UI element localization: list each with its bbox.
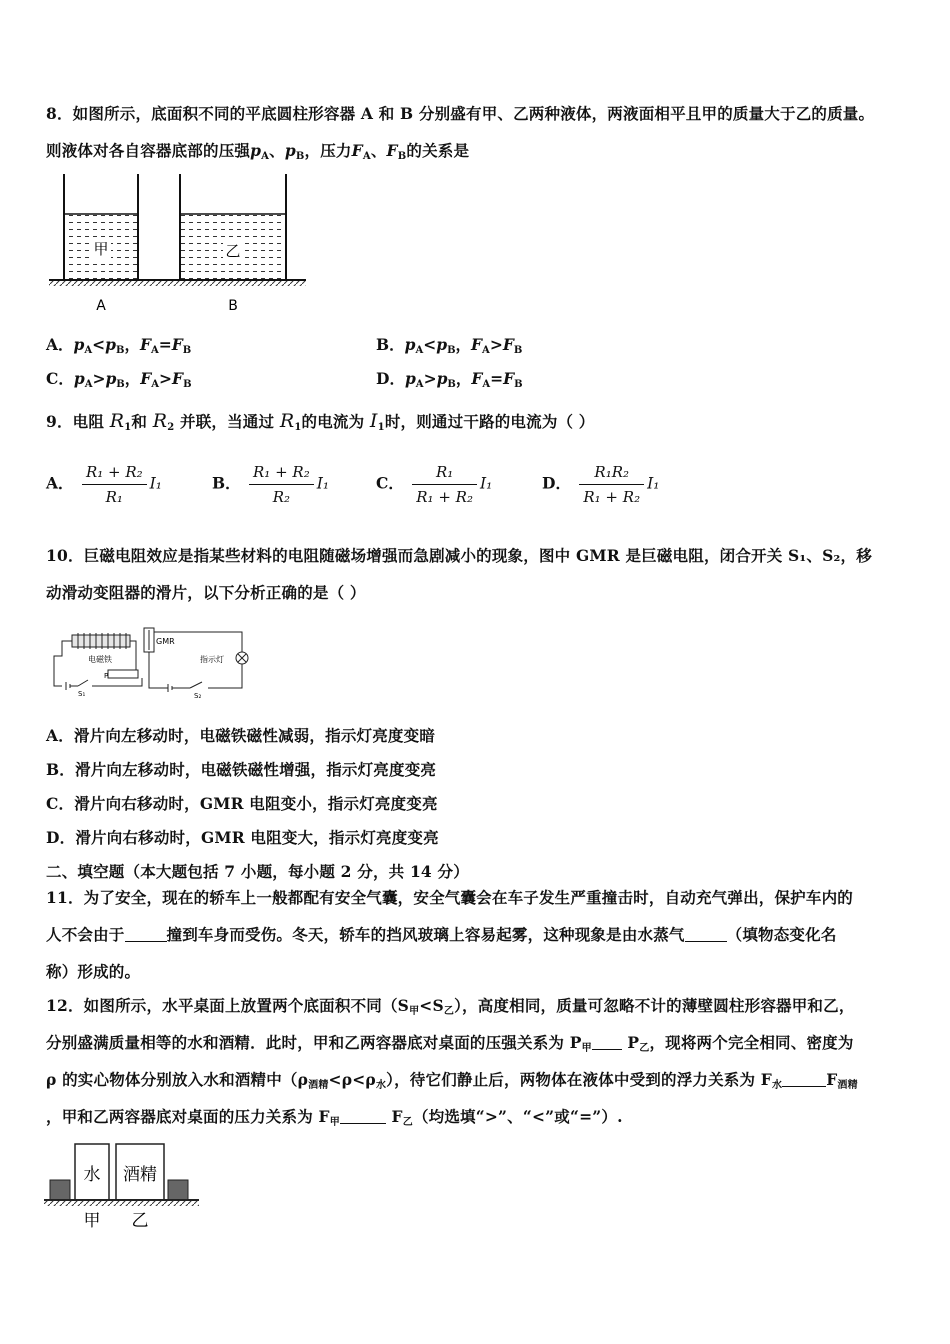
q8-oa-sb: B (115, 345, 125, 356)
q8-ob-sb: B (447, 345, 456, 356)
q8-oa-f2: F (171, 335, 183, 354)
q8-option-b[interactable] (376, 333, 522, 356)
q9-i1-sub: 1 (377, 422, 385, 433)
q8-oa-p2: p (105, 335, 116, 354)
q10-circuit-figure (52, 622, 258, 700)
q12-l4-c: （均选填“>”、“<”或“=”）. (412, 1107, 623, 1126)
q8-oc-sb2: B (183, 379, 192, 390)
q12-l2-a: 分别盛满质量相等的水和酒精．此时，甲和乙两容器底对桌面的压强关系为 P (46, 1033, 582, 1052)
q12-l1-sub-jia: 甲 (409, 1006, 420, 1017)
q11-line2-b: 撞到车身而受伤。冬天，轿车的挡风玻璃上容易起雾，这种现象是由水蒸气 (166, 925, 685, 944)
rheostat (108, 670, 138, 678)
q8-ob-rel2: > (489, 335, 503, 354)
q12-l3-a: ρ 的实心物体分别放入水和酒精中（ρ (46, 1070, 309, 1089)
q8-option-d-letter: D． (376, 369, 405, 388)
q8-oc-f: F (140, 369, 152, 388)
q8-oc-sa2: A (151, 379, 160, 390)
q8-ob-f2: F (502, 335, 514, 354)
q10-label-p: P (104, 672, 109, 680)
q9-stem (46, 410, 595, 433)
q8-oa-f: F (139, 335, 151, 354)
q8-sub-a: A (261, 151, 270, 162)
q9-a-tail: I₁ (149, 474, 162, 493)
q9-pre: 9．电阻 (46, 412, 105, 431)
q8-ob-p2: p (436, 335, 448, 354)
q12-label-jia: 甲 (83, 1211, 101, 1231)
q8-p: p (250, 141, 262, 160)
q8-option-c[interactable] (46, 367, 192, 390)
q10-label-gmr: GMR (156, 637, 175, 646)
q12-l1-sub-yi: 乙 (443, 1006, 455, 1017)
q8-od-sa: A (415, 379, 424, 390)
q12-blank-2[interactable] (782, 1072, 826, 1087)
q12-l1-lt: <S (419, 996, 444, 1015)
q9-r2: R (152, 410, 168, 432)
q9-option-b-letter: B． (212, 473, 241, 493)
q9-c-num: R₁ (412, 460, 477, 485)
q8-oc-p2: p (105, 369, 117, 388)
q8-option-a[interactable] (46, 333, 191, 356)
q12-l4-a: ，甲和乙两容器底对桌面的压力关系为 F (46, 1107, 330, 1126)
q9-r2-sub: 2 (167, 422, 175, 433)
q8-oc-sep: ， (124, 369, 141, 388)
q8-f: F (351, 141, 363, 160)
q10-option-b[interactable]: B．滑片向左移动时，电磁铁磁性增强，指示灯亮度变亮 (46, 760, 437, 779)
q11-line3: 称）形成的。 (46, 962, 141, 981)
q9-post: 时，则通过干路的电流为（ ） (384, 412, 595, 431)
q8-od-rel2: = (490, 369, 504, 388)
q8-oa-p: p (73, 335, 85, 354)
q8-line2-pre: 则液体对各自容器底部的压强 (46, 141, 251, 160)
q9-b-tail: I₁ (316, 474, 330, 493)
q8-f2: F (386, 141, 398, 160)
q12-label-water: 水 (83, 1165, 101, 1185)
q9-r1b: R (279, 410, 295, 432)
q8-ob-p: p (404, 335, 416, 354)
q9-mid2: 的电流为 (301, 412, 365, 431)
q10-option-d[interactable]: D．滑片向右移动时，GMR 电阻变大，指示灯亮度变亮 (46, 828, 439, 847)
q9-b-num: R₁ + R₂ (249, 460, 314, 485)
q9-option-d-letter: D． (542, 473, 571, 493)
q8-od-sep: ， (455, 369, 472, 388)
electromagnet-core (72, 635, 130, 647)
q12-containers-figure (44, 1138, 204, 1233)
q9-option-b-fraction (249, 460, 314, 509)
q9-option-a-fraction (82, 460, 147, 509)
q8-ob-sb2: B (513, 345, 523, 356)
q12-l3-b: <ρ<ρ (328, 1070, 376, 1089)
q8-oa-rel1: < (92, 335, 106, 354)
q8-oa-sa2: A (150, 345, 159, 356)
q9-i1: I (369, 410, 378, 432)
q8-oc-sb: B (116, 379, 125, 390)
q12-l3-d: F (826, 1070, 838, 1089)
q12-l1-b: ），高度相同，质量可忽略不计的薄壁圆柱形容器甲和乙， (454, 996, 855, 1015)
q11-line2 (46, 923, 837, 945)
q8-option-a-letter: A． (46, 335, 74, 354)
q8-oc-p: p (73, 369, 85, 388)
q8-ob-sa2: A (482, 345, 490, 356)
q8-od-f2: F (503, 369, 515, 388)
q8-p2: p (284, 141, 296, 160)
q8-od-p2: p (436, 369, 448, 388)
q12-l3-sub-alc2: 酒精 (837, 1080, 858, 1091)
q12-l3-sub-water: 水 (375, 1080, 387, 1091)
q8-od-f: F (471, 369, 483, 388)
q11-blank-1[interactable] (125, 927, 167, 942)
q8-ob-rel1: < (423, 335, 437, 354)
q9-option-c[interactable] (376, 460, 492, 509)
q12-block-right (168, 1180, 188, 1200)
q8-ob-sa: A (415, 345, 424, 356)
q8-oa-rel2: = (158, 335, 172, 354)
q9-option-a[interactable] (46, 460, 162, 509)
q12-l4-b: F (391, 1107, 403, 1126)
q12-l2-sub-yi: 乙 (639, 1043, 650, 1054)
q9-r1b-sub: 1 (294, 422, 302, 433)
q8-option-b-letter: B． (376, 335, 405, 354)
q8-label-yi: 乙 (225, 242, 241, 260)
q9-option-a-letter: A． (46, 473, 74, 493)
q12-l2-c: ，现将两个完全相同、密度为 (649, 1033, 854, 1052)
q10-option-a[interactable]: A．滑片向左移动时，电磁铁磁性减弱，指示灯亮度变暗 (46, 726, 436, 745)
q12-blank-3[interactable] (340, 1109, 386, 1124)
q8-label-b: B (228, 298, 238, 314)
q9-d-den: R₁ + R₂ (583, 488, 641, 506)
q9-r1: R (109, 410, 125, 432)
q8-oa-sep: ， (124, 335, 140, 354)
q8-sub-a2: A (362, 151, 371, 162)
q8-od-sb: B (447, 379, 456, 390)
q8-oa-sb2: B (182, 345, 192, 356)
q8-option-d[interactable] (376, 367, 523, 390)
q10-line1: 10．巨磁电阻效应是指某些材料的电阻随磁场增强而急剧减小的现象，图中 GMR 是巨磁电阻，闭合开关 S₁、S₂，移 (46, 546, 872, 565)
q8-line2-post: 的关系是 (406, 141, 470, 160)
q8-oc-sa: A (84, 379, 93, 390)
q12-l4-sub-yi: 乙 (402, 1117, 413, 1128)
q9-c-den: R₁ + R₂ (416, 488, 473, 506)
q8-label-a: A (96, 298, 106, 314)
q12-block-left (50, 1180, 70, 1200)
q8-sub-b: B (295, 151, 305, 162)
q9-r1-sub: 1 (124, 422, 132, 433)
q8-oc-f2: F (172, 369, 184, 388)
q9-d-tail: I₁ (647, 474, 660, 493)
q12-l2-sub-jia: 甲 (581, 1043, 592, 1054)
q8-comma: 、 (269, 141, 285, 160)
q12-blank-1[interactable] (592, 1035, 622, 1050)
q8-od-p: p (404, 369, 416, 388)
q8-line2 (46, 139, 469, 162)
q8-sub-b2: B (397, 151, 407, 162)
q10-label-s1: S₁ (78, 690, 86, 698)
q12-l2-b: P (627, 1033, 640, 1052)
q12-l3-sub-alc: 酒精 (308, 1080, 329, 1091)
q12-line1 (46, 994, 855, 1017)
q9-option-b[interactable] (212, 460, 329, 509)
q8-ob-f: F (471, 335, 483, 354)
q10-label-s2: S₂ (194, 692, 202, 700)
q9-option-d[interactable] (542, 460, 659, 509)
q9-option-c-letter: C． (376, 473, 404, 493)
q10-option-c[interactable]: C．滑片向右移动时，GMR 电阻变小，指示灯亮度变亮 (46, 794, 438, 813)
q9-a-num: R₁ + R₂ (82, 460, 147, 485)
q9-mid: 并联，当通过 (180, 412, 275, 431)
q9-c-tail: I₁ (479, 474, 493, 493)
q9-and: 和 (131, 412, 148, 431)
q9-option-d-fraction (579, 460, 644, 509)
q12-l3-c: ），待它们静止后，两物体在液体中受到的浮力关系为 F (386, 1070, 772, 1089)
q12-line3 (46, 1068, 858, 1091)
q8-option-c-letter: C． (46, 369, 74, 388)
q9-option-c-fraction (412, 460, 477, 509)
q8-comma2: ，压力 (304, 141, 352, 160)
q8-oc-rel2: > (159, 369, 173, 388)
q8-containers-figure (44, 170, 314, 315)
q8-label-jia: 甲 (93, 240, 109, 258)
q8-od-sa2: A (482, 379, 491, 390)
q11-line2-a: 人不会由于 (46, 925, 125, 944)
q11-line1: 11．为了安全，现在的轿车上一般都配有安全气囊，安全气囊会在车子发生严重撞击时，自动充气弹出，保护车内的 (46, 888, 853, 907)
q9-b-den: R₂ (272, 488, 291, 506)
q9-d-num: R₁R₂ (579, 460, 644, 485)
q12-l1-a: 12．如图所示，水平桌面上放置两个底面积不同（S (46, 996, 410, 1015)
q9-a-den: R₁ (105, 488, 123, 506)
q12-label-yi: 乙 (131, 1211, 149, 1231)
q10-label-magnet: 电磁铁 (88, 655, 112, 664)
q12-l4-sub-jia: 甲 (329, 1117, 340, 1128)
q8-od-sb2: B (514, 379, 523, 390)
q8-comma3: 、 (370, 141, 387, 160)
q12-label-alcohol: 酒精 (123, 1165, 157, 1185)
q8-line1: 8．如图所示，底面积不同的平底圆柱形容器 A 和 B 分别盛有甲、乙两种液体，两液面相平且甲的质量大于乙的质量。 (46, 104, 875, 123)
q10-label-lamp: 指示灯 (200, 655, 224, 664)
q8-od-rel1: > (423, 369, 437, 388)
q11-line2-c: （填物态变化名 (726, 925, 837, 944)
q8-ob-sep: ， (455, 335, 472, 354)
q12-line2 (46, 1031, 854, 1054)
section-heading: 二、填空题（本大题包括 7 小题，每小题 2 分，共 14 分） (46, 862, 469, 881)
q8-oa-sa: A (84, 345, 93, 356)
q11-blank-2[interactable] (685, 927, 727, 942)
q12-l3-sub-water2: 水 (772, 1080, 783, 1091)
q10-line2: 动滑动变阻器的滑片，以下分析正确的是（ ） (46, 583, 366, 602)
q12-line4 (46, 1105, 623, 1128)
q8-oc-rel1: > (92, 369, 106, 388)
